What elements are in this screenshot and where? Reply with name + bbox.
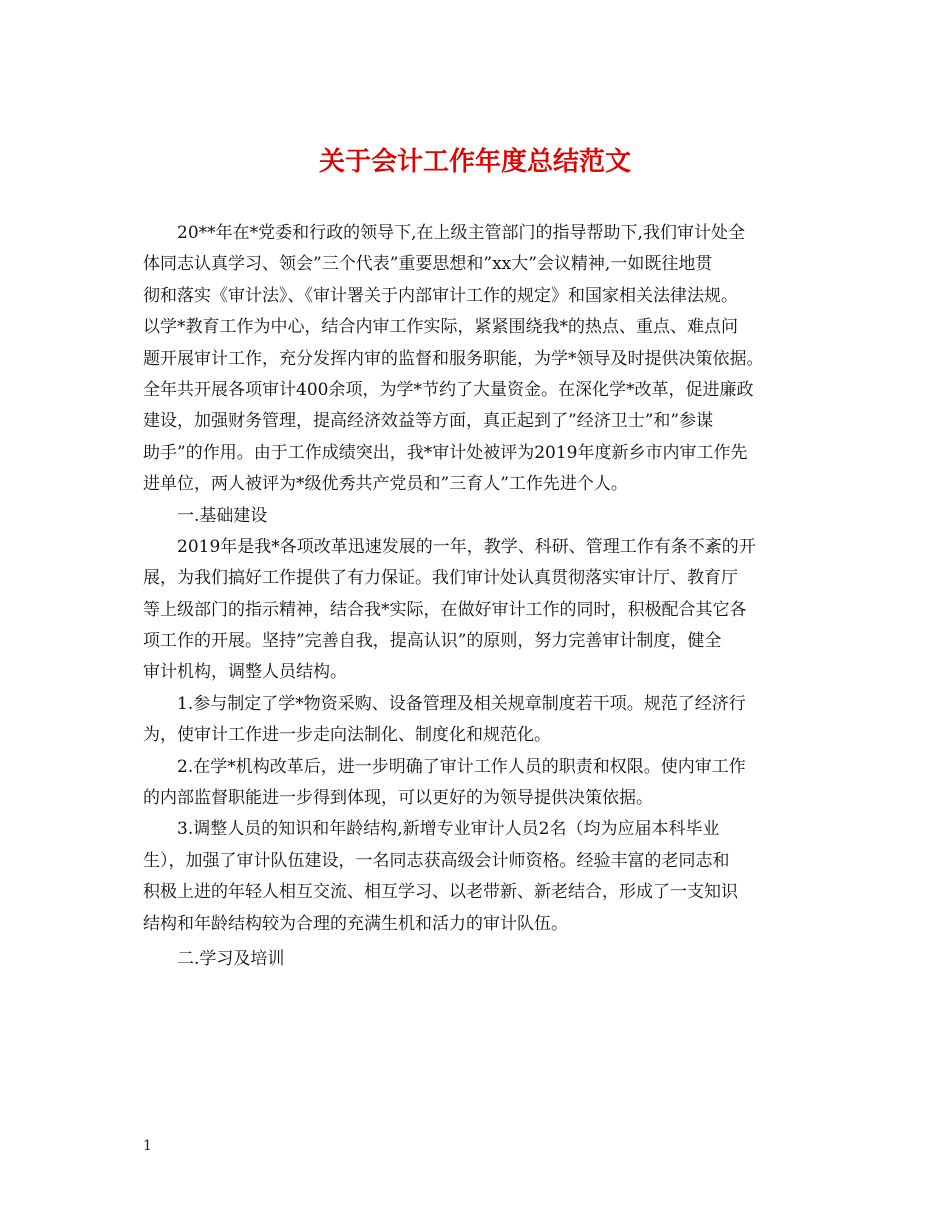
list-item-line: 3.调整人员的知识和年龄结构,新增专业审计人员2名（均为应届本科毕业 xyxy=(177,819,720,840)
paragraph-line: 审计机构，调整人员结构。 xyxy=(143,662,347,683)
page-number: 1 xyxy=(143,1138,152,1154)
list-item-line: 积极上进的年轻人相互交流、相互学习、以老带新、新老结合，形成了一支知识 xyxy=(143,882,738,903)
section-heading: 一.基础建设 xyxy=(177,505,268,526)
paragraph-line: 助手”的作用。由于工作成绩突出，我*审计处被评为2019年度新乡市内审工作先 xyxy=(143,442,748,463)
paragraph-line: 以学*教育工作为中心，结合内审工作实际，紧紧围绕我*的热点、重点、难点问 xyxy=(143,317,738,338)
list-item-line: 生），加强了审计队伍建设，一名同志获高级会计师资格。经验丰富的老同志和 xyxy=(143,850,730,871)
paragraph-line: 进单位，两人被评为*级优秀共产党员和”三育人”工作先进个人。 xyxy=(143,474,628,495)
list-item-line: 1.参与制定了学*物资采购、设备管理及相关规章制度若干项。规范了经济行 xyxy=(177,693,746,714)
paragraph-line: 题开展审计工作，充分发挥内审的监督和服务职能，为学*领导及时提供决策依据。 xyxy=(143,348,764,369)
paragraph-line: 2019年是我*各项改革迅速发展的一年，教学、科研、管理工作有条不紊的开 xyxy=(177,536,756,557)
paragraph-line: 彻和落实《审计法》、《审计署关于内部审计工作的规定》和国家相关法律法规。 xyxy=(143,285,738,306)
document-body xyxy=(143,218,807,975)
paragraph-line: 体同志认真学习、领会”三个代表”重要思想和”xx大”会议精神,一如既往地贯 xyxy=(143,254,713,275)
document-title: 关于会计工作年度总结范文 xyxy=(318,147,631,177)
paragraph-line: 项工作的开展。坚持”完善自我，提高认识”的原则，努力完善审计制度，健全 xyxy=(143,631,722,652)
list-item-line: 为，使审计工作进一步走向法制化、制度化和规范化。 xyxy=(143,725,551,746)
paragraph-line: 20**年在*党委和行政的领导下,在上级主管部门的指导帮助下,我们审计处全 xyxy=(177,223,745,243)
list-item-line: 2.在学*机构改革后，进一步明确了审计工作人员的职责和权限。使内审工作 xyxy=(177,756,746,777)
section-heading: 二.学习及培训 xyxy=(177,948,285,969)
paragraph-line: 等上级部门的指示精神，结合我*实际，在做好审计工作的同时，积极配合其它各 xyxy=(143,599,747,620)
paragraph-line: 全年共开展各项审计400余项，为学*节约了大量资金。在深化学*改革，促进廉政 xyxy=(143,379,754,400)
list-item-line: 结构和年龄结构较为合理的充满生机和活力的审计队伍。 xyxy=(143,913,568,934)
list-item-line: 的内部监督职能进一步得到体现，可以更好的为领导提供决策依据。 xyxy=(143,788,653,809)
paragraph-line: 建设，加强财务管理，提高经济效益等方面，真正起到了”经济卫士”和”参谋 xyxy=(143,411,714,432)
paragraph-line: 展，为我们搞好工作提供了有力保证。我们审计处认真贯彻落实审计厅、教育厅 xyxy=(143,568,738,589)
